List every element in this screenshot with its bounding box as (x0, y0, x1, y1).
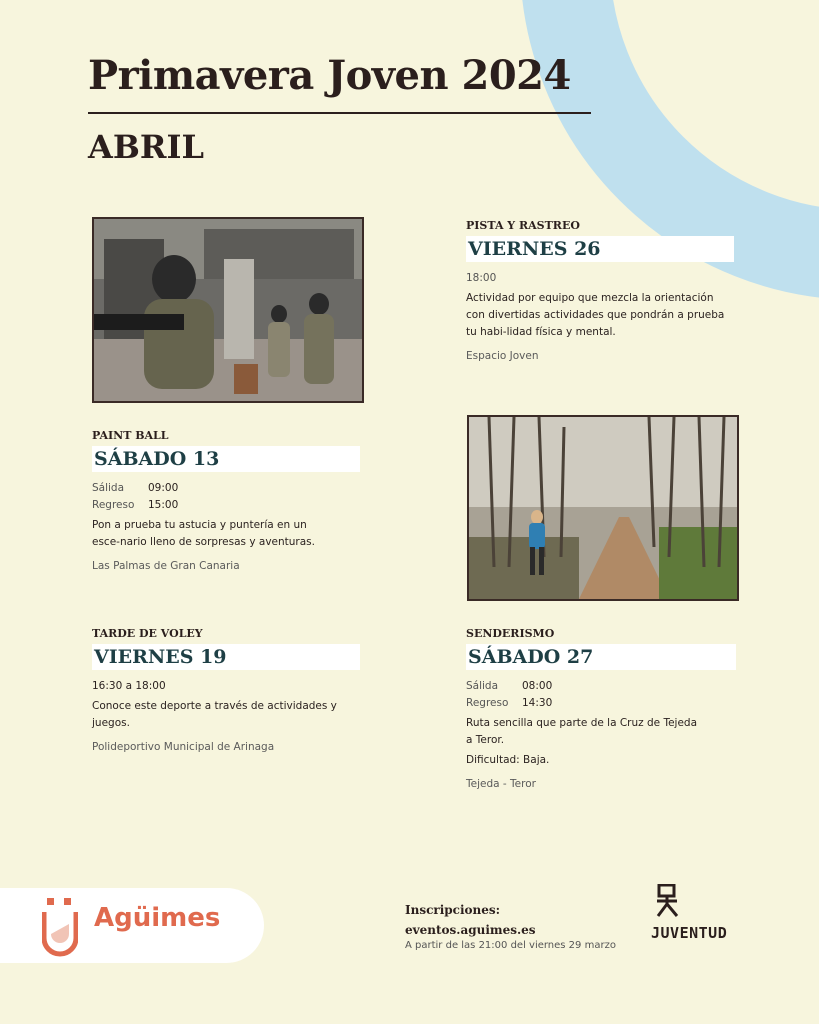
schedule-label: Sálida (466, 680, 499, 692)
schedule-label: Regreso (466, 697, 509, 709)
event-place: Las Palmas de Gran Canaria (92, 560, 240, 572)
event-description: Pon a prueba tu astucia y puntería en un esce-nario lleno de sorpresas y aventuras. (92, 519, 315, 548)
month-heading: ABRIL (88, 128, 204, 166)
event-tarde-voley (92, 627, 360, 753)
event-senderismo (466, 627, 736, 790)
event-category: SENDERISMO (466, 627, 555, 640)
schedule-time: 09:00 (148, 482, 179, 494)
event-description: Actividad por equipo que mezcla la orientación con divertidas actividades que pondrán a prueba tu habi-lidad física y mental. (466, 292, 725, 338)
schedule-row (92, 480, 360, 497)
event-day: SÁBADO 13 (92, 446, 360, 472)
schedule-row (92, 497, 360, 514)
schedule-time: 15:00 (148, 499, 179, 511)
event-day: SÁBADO 27 (466, 644, 736, 670)
paintball-photo (92, 217, 364, 403)
event-day: VIERNES 19 (92, 644, 360, 670)
hiking-photo (467, 415, 739, 601)
juventud-logo-text: JUVENTUD (651, 924, 728, 942)
inscriptions-url[interactable]: eventos.aguimes.es (405, 923, 536, 937)
schedule-row (466, 695, 736, 712)
event-description: Conoce este deporte a través de actividades y juegos. (92, 700, 337, 729)
event-description: Ruta sencilla que parte de la Cruz de Tejeda a Teror. (466, 717, 698, 746)
event-place: Polideportivo Municipal de Arinaga (92, 741, 275, 753)
juventud-logo-icon (655, 884, 681, 922)
schedule-label: Sálida (92, 482, 125, 494)
title-divider (88, 112, 591, 114)
event-place: Tejeda - Teror (466, 778, 536, 790)
event-category: TARDE DE VOLEY (92, 627, 203, 640)
event-difficulty: Dificultad: Baja. (466, 754, 550, 766)
event-pista-rastreo (466, 219, 734, 362)
event-category: PAINT BALL (92, 429, 169, 442)
aguimes-logo-text: Agüimes (94, 903, 221, 933)
schedule-time: 08:00 (522, 680, 553, 692)
event-place: Espacio Joven (466, 350, 539, 362)
schedule-time: 14:30 (522, 697, 553, 709)
inscriptions-label: Inscripciones: (405, 903, 501, 917)
inscriptions-block (405, 903, 616, 951)
event-time: 18:00 (466, 272, 497, 284)
event-day: VIERNES 26 (466, 236, 734, 262)
inscriptions-note: A partir de las 21:00 del viernes 29 marzo (405, 940, 616, 951)
event-category: PISTA Y RASTREO (466, 219, 580, 232)
schedule-row (466, 678, 736, 695)
event-paint-ball (92, 429, 360, 572)
event-time: 16:30 a 18:00 (92, 680, 166, 692)
page-title: Primavera Joven 2024 (88, 52, 571, 99)
aguimes-logo-icon (42, 896, 78, 962)
schedule-label: Regreso (92, 499, 135, 511)
